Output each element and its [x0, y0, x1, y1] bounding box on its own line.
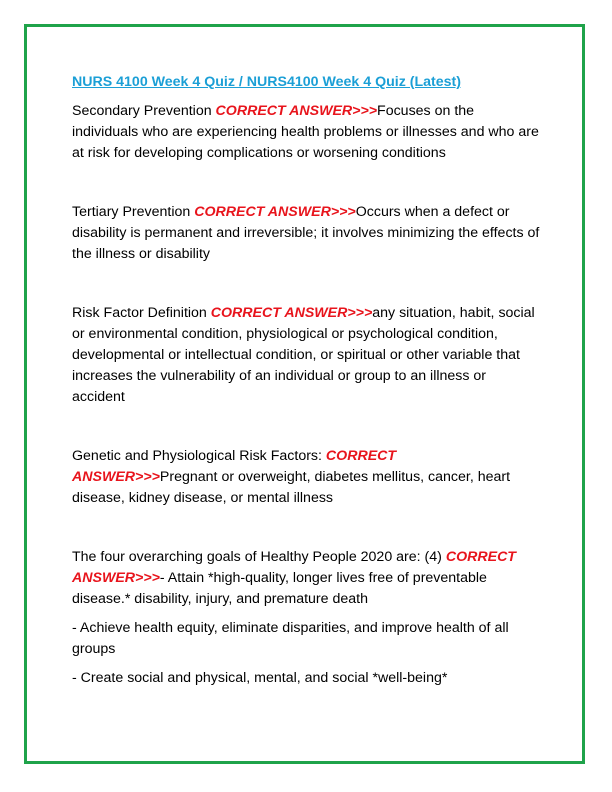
document-title-link[interactable]: NURS 4100 Week 4 Quiz / NURS4100 Week 4 Quiz (Latest) [72, 74, 461, 90]
goal-line: - Achieve health equity, eliminate disparities, and improve health of all groups [72, 620, 509, 657]
entry-term: Genetic and Physiological Risk Factors: [72, 448, 326, 464]
entry-term: Secondary Prevention [72, 103, 216, 119]
entry-term: The four overarching goals of Healthy People 2020 are: (4) [72, 549, 446, 565]
correct-answer-marker: CORRECT ANSWER>>> [72, 448, 397, 485]
entry-risk-factor-definition [72, 303, 542, 408]
entry-genetic-risk-factors [72, 446, 542, 509]
correct-answer-marker: CORRECT ANSWER>>> [194, 204, 356, 220]
correct-answer-marker: CORRECT ANSWER>>> [72, 549, 516, 586]
entry-term: Risk Factor Definition [72, 305, 211, 321]
entry-secondary-prevention [72, 101, 542, 164]
entry-term: Tertiary Prevention [72, 204, 195, 220]
goal-line: - Create social and physical, mental, and social *well-being* [72, 670, 448, 686]
entry-answer: any situation, habit, social or environmental condition, physiological or psychological condition, developmental or intellectual condition, or spiritual or other variable that increases the vulnerability of an individual or group to an illness or accident [72, 305, 535, 405]
entry-answer: Occurs when a defect or disability is permanent and irreversible; it involves minimizing the effects of the illness or disability [72, 204, 540, 262]
entry-healthy-people-goals [72, 547, 542, 610]
entry-answer: - Attain *high-quality, longer lives free of preventable disease.* disability, injury, and premature death [72, 570, 487, 607]
entry-tertiary-prevention [72, 202, 542, 265]
document-body [72, 72, 542, 697]
correct-answer-marker: CORRECT ANSWER>>> [210, 305, 373, 321]
entry-answer: Focuses on the individuals who are experiencing health problems or illnesses and who are at risk for developing complications or worsening conditions [72, 103, 539, 161]
entry-answer: Pregnant or overweight, diabetes mellitus, cancer, heart disease, kidney disease, or mental illness [72, 469, 511, 506]
correct-answer-marker: CORRECT ANSWER>>> [215, 103, 378, 119]
